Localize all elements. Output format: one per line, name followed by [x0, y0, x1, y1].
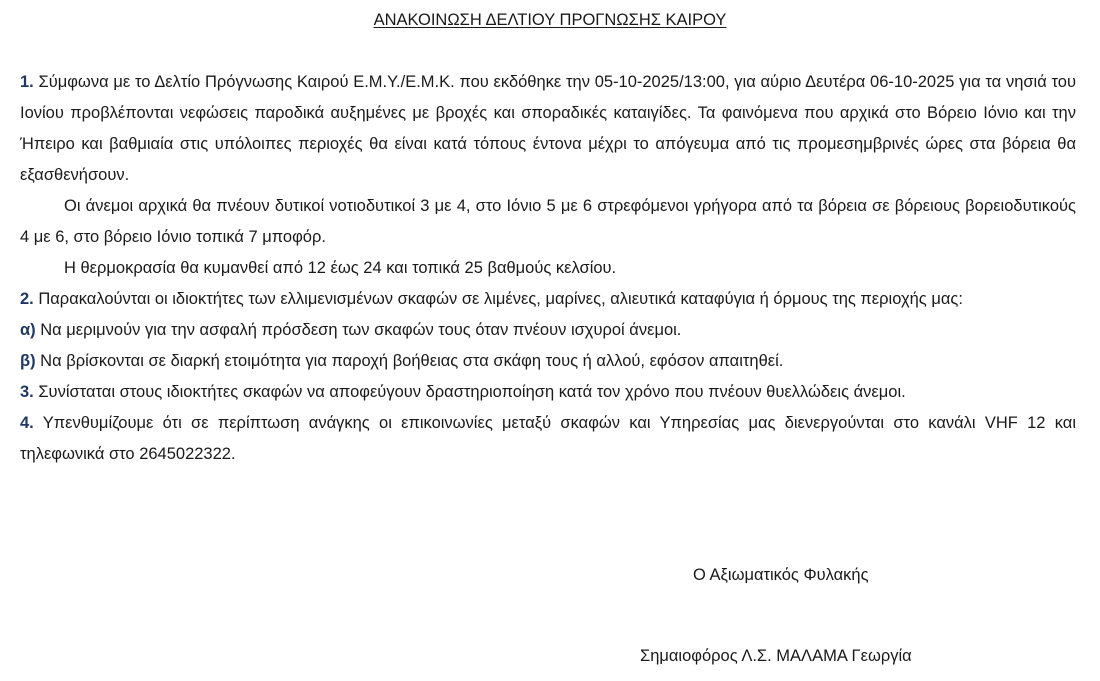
document-title: ΑΝΑΚΟΙΝΩΣΗ ΔΕΛΤΙΟΥ ΠΡΟΓΝΩΣΗΣ ΚΑΙΡΟΥ	[373, 11, 727, 29]
announcement-body	[20, 67, 1076, 470]
signature-role: Ο Αξιωματικός Φυλακής	[693, 566, 869, 584]
paragraph-2a	[20, 315, 1076, 346]
paragraph-number: 1.	[20, 73, 34, 91]
paragraph-2b	[20, 346, 1076, 377]
list-marker: α)	[20, 321, 36, 339]
paragraph-3	[20, 377, 1076, 408]
paragraph-text: Σύμφωνα με το Δελτίο Πρόγνωσης Καιρού Ε.Μ.Υ./Ε.Μ.Κ. που εκδόθηκε την 05-10-2025/13:00, για αύριο Δευτέρα 06-10-2025 για τα νησιά του Ιονίου προβλέπονται νεφώσεις παροδικά αυξημένες με βροχές και σποραδικές καταιγίδες. Τα φαινόμενα που αρχικά στο Βόρειο Ιόνιο και την Ήπειρο και βαθμιαία στις υπόλοιπες περιοχές θα είναι κατά τόπους έντονα μέχρι το απόγευμα από τις προμεσημβρινές ώρες στα βόρεια θα εξασθενήσουν.	[20, 73, 1076, 184]
list-marker: β)	[20, 352, 36, 370]
signature-name: Σημαιοφόρος Λ.Σ. ΜΑΛΑΜΑ Γεωργία	[640, 647, 912, 665]
paragraph-1	[20, 67, 1076, 191]
list-item-text: Να βρίσκονται σε διαρκή ετοιμότητα για παροχή βοήθειας στα σκάφη τους ή αλλού, εφόσον απαιτηθεί.	[35, 352, 784, 370]
paragraph-number: 3.	[20, 383, 34, 401]
paragraph-text: Υπενθυμίζουμε ότι σε περίπτωση ανάγκης οι επικοινωνίες μεταξύ σκαφών και Υπηρεσίας μας διενεργούνται στο κανάλι VHF 12 και τηλεφωνικά στο 2645022322.	[20, 414, 1076, 463]
paragraph-text: Συνίσταται στους ιδιοκτήτες σκαφών να αποφεύγουν δραστηριοποίηση κατά τον χρόνο που πνέουν θυελλώδεις άνεμοι.	[33, 383, 906, 401]
paragraph-number: 2.	[20, 290, 34, 308]
paragraph-4	[20, 408, 1076, 470]
list-item-text: Να μεριμνούν για την ασφαλή πρόσδεση των σκαφών τους όταν πνέουν ισχυροί άνεμοι.	[35, 321, 682, 339]
paragraph-number: 4.	[20, 414, 34, 432]
paragraph-winds: Οι άνεμοι αρχικά θα πνέουν δυτικοί νοτιοδυτικοί 3 με 4, στο Ιόνιο 5 με 6 στρεφόμενοι γρήγορα από τα βόρεια σε βόρειους βορειοδυτικούς 4 με 6, στο βόρειο Ιόνιο τοπικά 7 μποφόρ.	[20, 197, 1076, 246]
paragraph-temperature: Η θερμοκρασία θα κυμανθεί από 12 έως 24 και τοπικά 25 βαθμούς κελσίου.	[64, 259, 617, 277]
paragraph-2	[20, 284, 1076, 315]
paragraph-text: Παρακαλούνται οι ιδιοκτήτες των ελλιμενισμένων σκαφών σε λιμένες, μαρίνες, αλιευτικά καταφύγια ή όρμους της περιοχής μας:	[33, 290, 963, 308]
